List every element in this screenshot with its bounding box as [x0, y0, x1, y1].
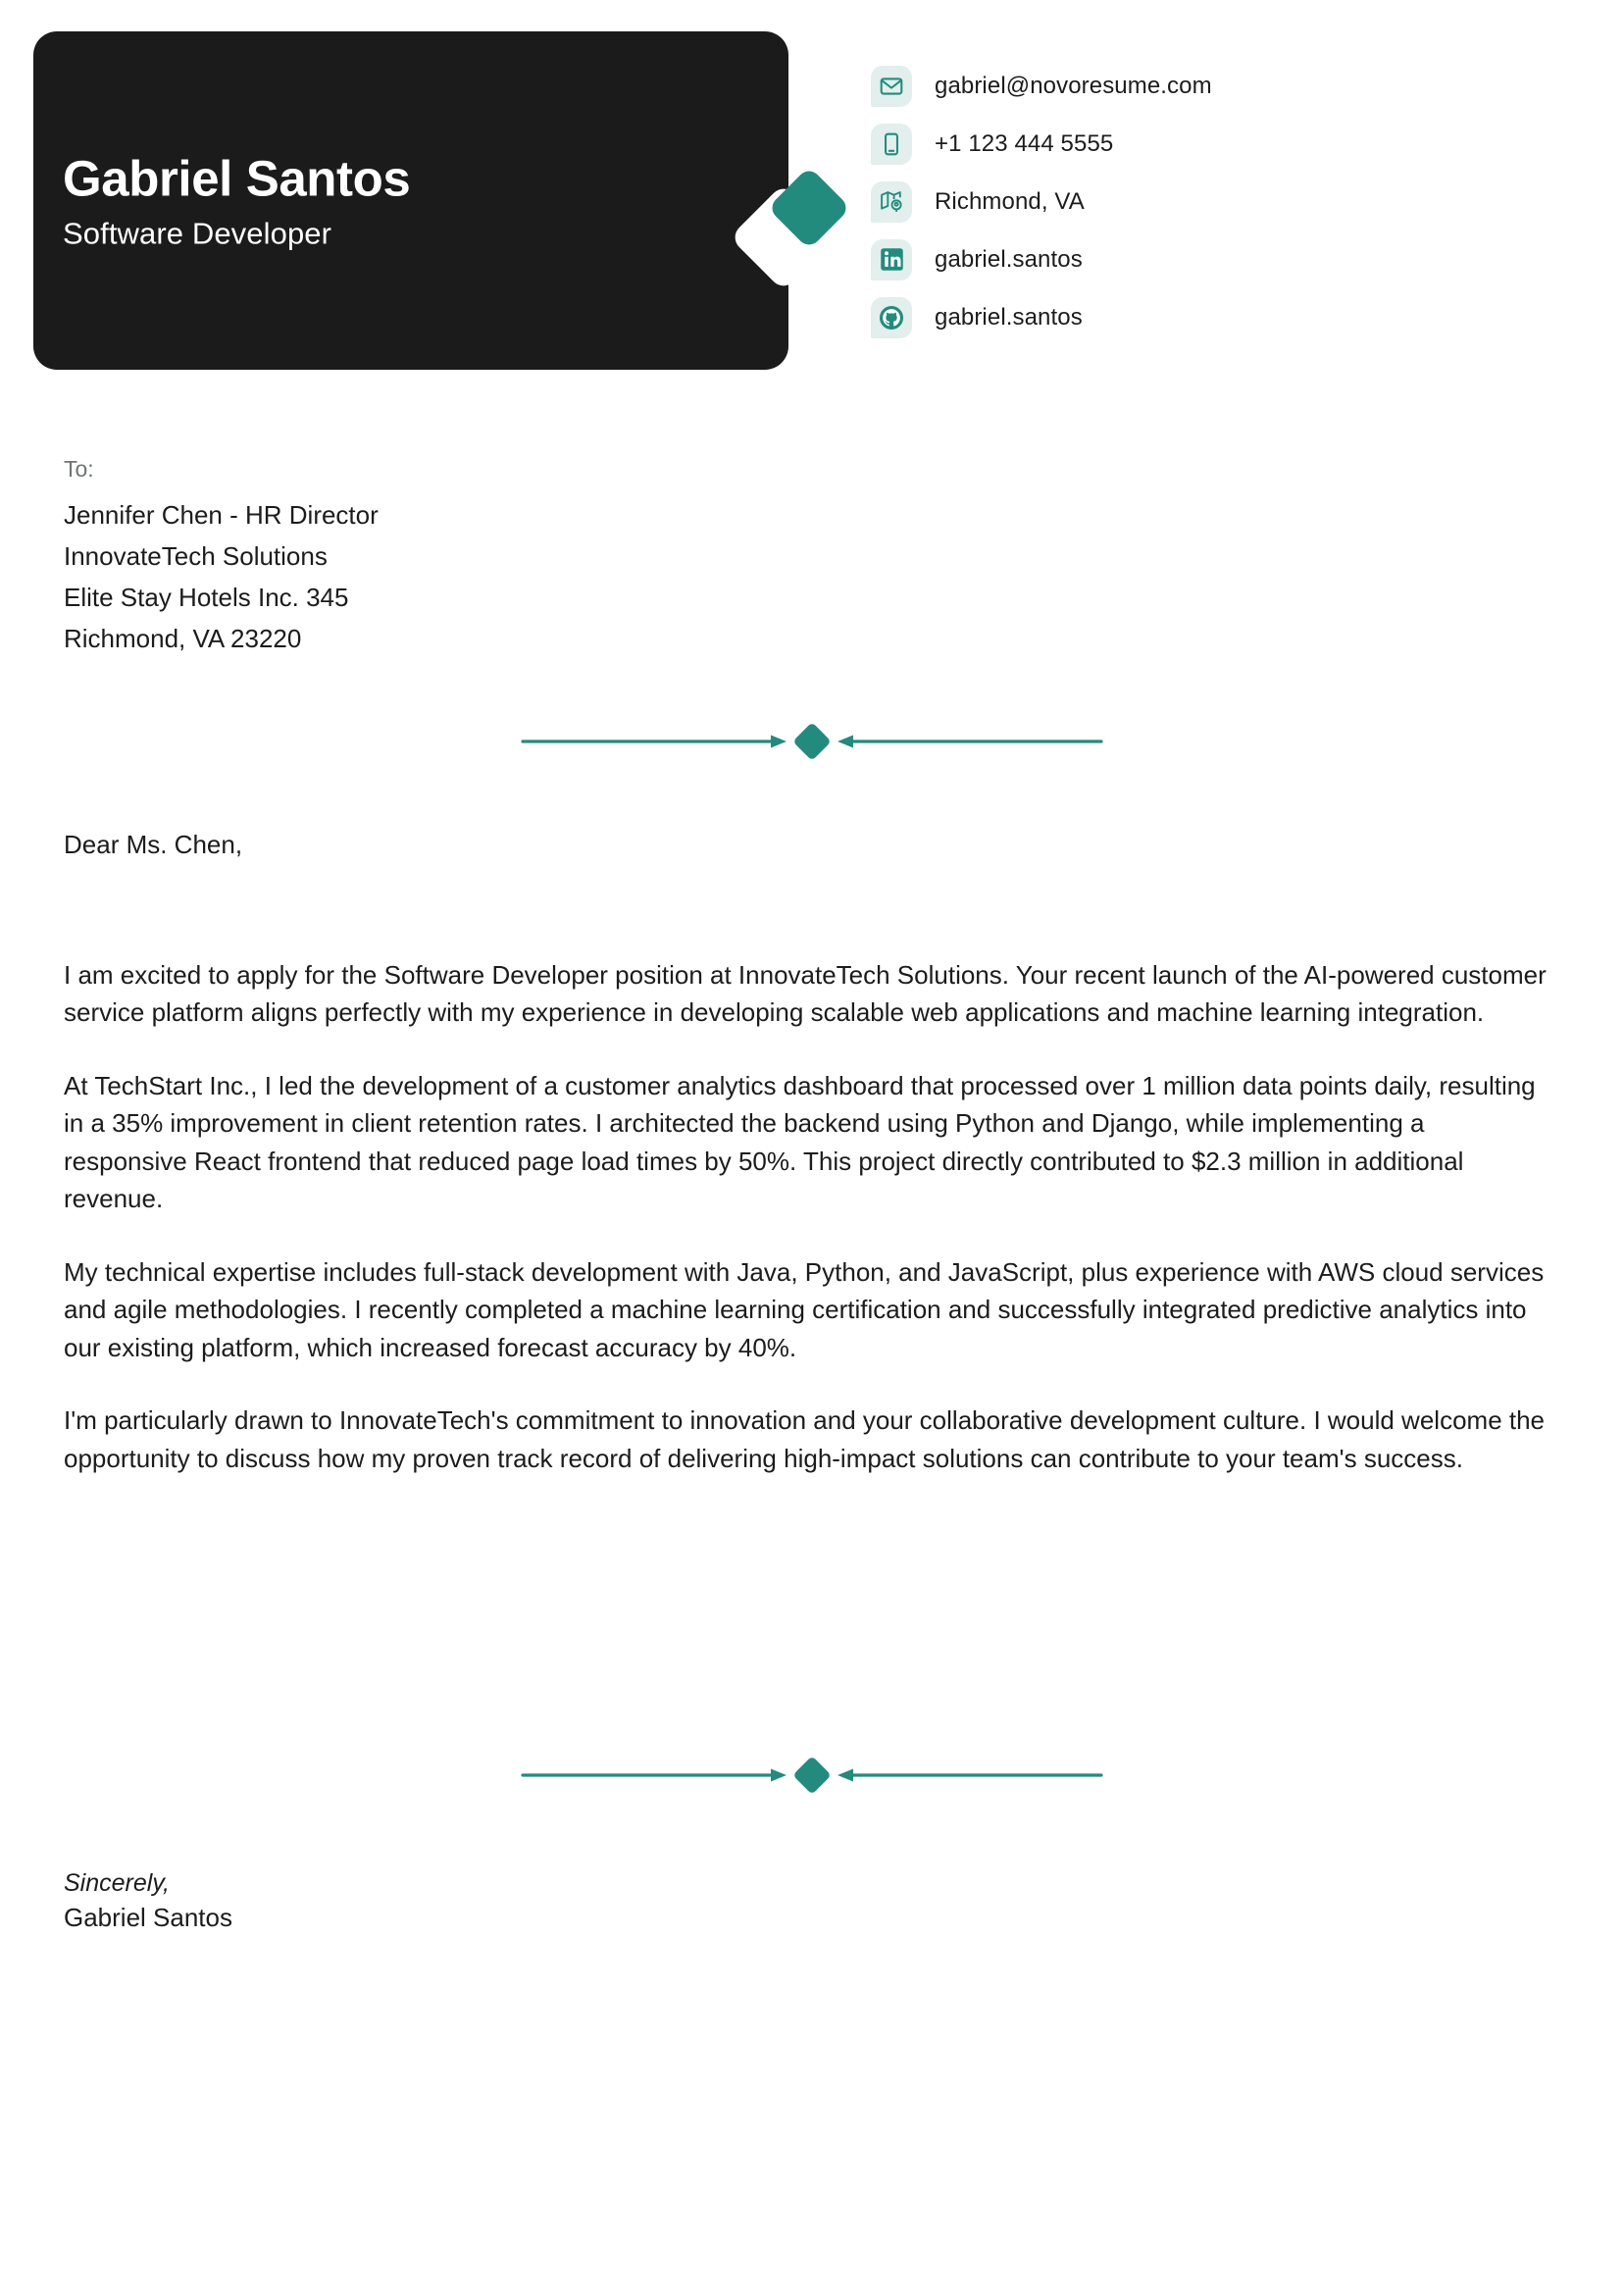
contact-value-location: Richmond, VA	[935, 187, 1085, 215]
page-title: Gabriel Santos	[63, 149, 411, 206]
contact-list	[871, 57, 1557, 346]
job-title: Software Developer	[63, 215, 332, 250]
body-paragraph-3: My technical expertise includes full-stack development with Java, Python, and JavaScript, plus experience with AWS cloud services and agile methodologies. I recently completed a machine learning certification and successfully integrated predictive analytics into our existing platform, which increased forecast accuracy by 40%.	[64, 1256, 1545, 1362]
signature-block	[64, 1866, 750, 1935]
arrows-to-diamond-divider-icon	[518, 1756, 1106, 1795]
github-icon	[871, 297, 912, 338]
recipient-line-company: InnovateTech Solutions	[64, 540, 328, 571]
arrows-to-diamond-divider-icon	[518, 722, 1106, 761]
body-paragraph-1: I am excited to apply for the Software Developer position at InnovateTech Solutions. Your recent launch of the AI-powered customer service platform aligns perfectly with my experience in developing scalable web applications and machine learning integration.	[64, 959, 1547, 1028]
recipient-to-label: To:	[64, 456, 94, 482]
recipient-line-city: Richmond, VA 23220	[64, 623, 302, 653]
recipient-block	[64, 456, 848, 659]
linkedin-icon	[871, 239, 912, 280]
contact-value-linkedin: gabriel.santos	[935, 245, 1083, 273]
contact-item-phone[interactable]	[871, 115, 1557, 173]
contact-value-email: gabriel@novoresume.com	[935, 72, 1212, 99]
letter-body	[64, 829, 1547, 1477]
name-title-inner	[63, 151, 749, 250]
salutation: Dear Ms. Chen,	[64, 830, 243, 859]
map-location-icon	[871, 181, 912, 223]
contact-item-linkedin[interactable]	[871, 230, 1557, 288]
recipient-line-street: Elite Stay Hotels Inc. 345	[64, 582, 349, 612]
contact-value-phone: +1 123 444 5555	[935, 129, 1114, 157]
body-paragraph-4: I'm particularly drawn to InnovateTech's commitment to innovation and your collaborative development culture. I would welcome the opportunity to discuss how my proven track record of delivering high-impact solutions can contribute to your team's success.	[64, 1405, 1546, 1473]
contact-item-github[interactable]	[871, 288, 1557, 346]
contact-item-email[interactable]	[871, 57, 1557, 115]
divider-top	[0, 722, 1624, 761]
body-paragraph-2: At TechStart Inc., I led the development of a customer analytics dashboard that processed over 1 million data points daily, resulting in a 35% improvement in client retention rates. I architected the backend using Python and Django, while implementing a responsive React frontend that reduced page load times by 50%. This project directly contributed to $2.3 million in additional revenue.	[64, 1070, 1536, 1214]
contact-item-location[interactable]	[871, 173, 1557, 230]
letter-header	[0, 0, 1624, 392]
recipient-line-name: Jennifer Chen - HR Director	[64, 499, 379, 530]
mobile-phone-icon	[871, 124, 912, 165]
contact-value-github: gabriel.santos	[935, 303, 1083, 331]
sign-off-text: Sincerely,	[64, 1869, 170, 1897]
envelope-icon	[871, 66, 912, 107]
signature-name: Gabriel Santos	[64, 1903, 232, 1932]
divider-bottom	[0, 1756, 1624, 1795]
name-title-block	[33, 31, 788, 370]
